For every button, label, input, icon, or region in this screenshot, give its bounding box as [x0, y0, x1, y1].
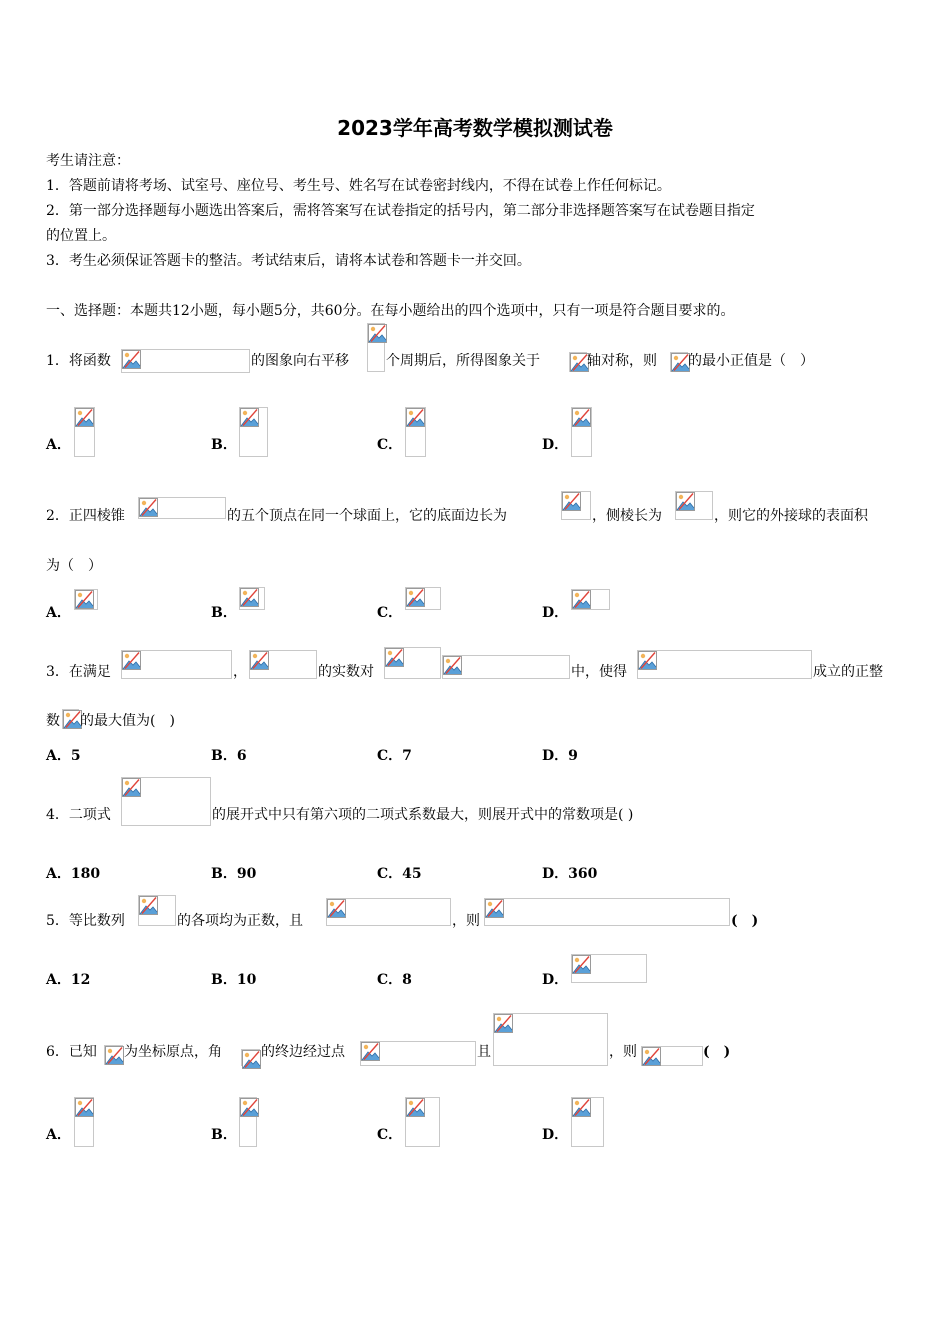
- broken-image-icon: [572, 590, 591, 609]
- question-1-text: 的最小正值是（ ）: [688, 353, 814, 369]
- option-image: [74, 589, 98, 610]
- broken-image-icon: [240, 1098, 259, 1117]
- option-image: [74, 407, 95, 457]
- formula-image: [384, 647, 441, 679]
- formula-image: [138, 497, 226, 519]
- broken-image-icon: [406, 588, 425, 607]
- broken-image-icon: [562, 492, 581, 511]
- notice-item: 2．第一部分选择题每小题选出答案后，需将答案写在试卷指定的括号内，第二部分非选择题答案写在试卷题目指定: [46, 203, 755, 219]
- broken-image-icon: [385, 648, 404, 667]
- section-heading: 一、选择题：本题共12小题，每小题5分，共60分。在每小题给出的四个选项中，只有一项是符合题目要求的。: [46, 303, 735, 319]
- formula-image: [104, 1045, 123, 1065]
- option-label: D．: [542, 1127, 569, 1143]
- question-3-text: 数: [46, 713, 60, 729]
- option-label: C．: [377, 1127, 403, 1143]
- option-image: [571, 589, 610, 610]
- option-b: B．90: [211, 866, 257, 882]
- question-3-text: 的实数对: [318, 664, 374, 680]
- formula-image: [249, 650, 317, 679]
- question-1-text: 的图象向右平移: [251, 353, 349, 369]
- broken-image-icon: [368, 324, 387, 343]
- formula-image: [675, 491, 713, 520]
- broken-image-icon: [572, 1098, 591, 1117]
- notice-heading: 考生请注意：: [46, 153, 130, 169]
- option-a: A．180: [46, 866, 101, 882]
- formula-image: [360, 1041, 476, 1066]
- option-label: A．: [46, 437, 71, 453]
- option-label: D．: [542, 605, 569, 621]
- broken-image-icon: [75, 590, 94, 609]
- option-label: C．: [377, 437, 403, 453]
- formula-image: [367, 323, 385, 372]
- formula-image: [484, 898, 730, 926]
- broken-image-icon: [406, 408, 425, 427]
- broken-image-icon: [240, 408, 259, 427]
- broken-image-icon: [485, 899, 504, 918]
- option-a: A．12: [46, 972, 91, 988]
- option-image: [405, 587, 441, 610]
- option-image: [571, 407, 592, 457]
- broken-image-icon: [361, 1042, 380, 1061]
- notice-item: 的位置上。: [46, 228, 116, 244]
- broken-image-icon: [443, 656, 462, 675]
- question-3-text: 3．在满足: [46, 664, 111, 680]
- broken-image-icon: [139, 498, 158, 517]
- formula-image: [569, 352, 587, 372]
- option-image: [405, 407, 426, 457]
- option-b: B．10: [211, 972, 257, 988]
- broken-image-icon: [75, 1098, 94, 1117]
- notice-item: 3．考生必须保证答题卡的整洁。考试结束后，请将本试卷和答题卡一并交回。: [46, 253, 531, 269]
- question-5-text: 5．等比数列: [46, 913, 125, 929]
- option-image: [405, 1097, 440, 1147]
- option-d: D．9: [542, 748, 578, 764]
- formula-image: [326, 898, 451, 926]
- question-6-text: 且: [477, 1044, 491, 1060]
- question-2-text: ，则它的外接球的表面积: [714, 508, 868, 524]
- question-6-text: 的终边经过点: [261, 1044, 345, 1060]
- question-5-text: ( ): [731, 913, 759, 929]
- question-2-text: ，侧棱长为: [592, 508, 662, 524]
- option-image: [74, 1097, 94, 1147]
- question-2-text: 2．正四棱锥: [46, 508, 125, 524]
- formula-image: [62, 709, 79, 729]
- broken-image-icon: [240, 588, 259, 607]
- option-label: B．: [211, 1127, 237, 1143]
- broken-image-icon: [676, 492, 695, 511]
- question-3-text: ，: [233, 664, 247, 680]
- broken-image-icon: [122, 651, 141, 670]
- broken-image-icon: [642, 1047, 661, 1066]
- formula-image: [641, 1046, 703, 1066]
- broken-image-icon: [75, 408, 94, 427]
- formula-image: [138, 895, 176, 926]
- broken-image-icon: [250, 651, 269, 670]
- question-6-text: 6．已知: [46, 1044, 97, 1060]
- formula-image: [241, 1049, 260, 1066]
- broken-image-icon: [122, 350, 141, 369]
- question-5-text: 的各项均为正数，且: [177, 913, 303, 929]
- formula-image: [670, 352, 688, 372]
- question-3-text: 的最大值为( ): [80, 713, 175, 729]
- option-label: D．: [542, 437, 569, 453]
- broken-image-icon: [572, 955, 591, 974]
- question-1-text: 1．将函数: [46, 353, 111, 369]
- question-3-text: 成立的正整: [813, 664, 883, 680]
- question-1-text: 轴对称，则: [587, 353, 657, 369]
- option-image: [239, 1097, 257, 1147]
- option-c: C．8: [377, 972, 412, 988]
- broken-image-icon: [122, 778, 141, 797]
- formula-image: [121, 777, 211, 826]
- option-d: D．360: [542, 866, 598, 882]
- question-6-text: ，则: [609, 1044, 637, 1060]
- option-a: A．5: [46, 748, 81, 764]
- formula-image: [121, 349, 250, 373]
- question-6-text: 为坐标原点，角: [124, 1044, 222, 1060]
- question-2-text: 的五个顶点在同一个球面上，它的底面边长为: [227, 508, 507, 524]
- question-4-text: 的展开式中只有第六项的二项式系数最大，则展开式中的常数项是( ): [212, 807, 634, 823]
- broken-image-icon: [327, 899, 346, 918]
- broken-image-icon: [494, 1014, 513, 1033]
- option-label: C．: [377, 605, 403, 621]
- question-2-text: 为（ ）: [46, 558, 102, 574]
- question-1-text: 个周期后，所得图象关于: [386, 353, 540, 369]
- broken-image-icon: [638, 651, 657, 670]
- formula-image: [442, 655, 570, 679]
- option-label: A．: [46, 1127, 71, 1143]
- question-3-text: 中，使得: [571, 664, 627, 680]
- notice-item: 1．答题前请将考场、试室号、座位号、考生号、姓名写在试卷密封线内，不得在试卷上作任何标记。: [46, 178, 671, 194]
- formula-image: [561, 491, 591, 520]
- question-6-text: ( ): [703, 1044, 731, 1060]
- option-c: C．7: [377, 748, 412, 764]
- formula-image: [637, 650, 812, 679]
- question-5-text: ，则: [452, 913, 480, 929]
- broken-image-icon: [406, 1098, 425, 1117]
- option-label: B．: [211, 605, 237, 621]
- option-b: B．6: [211, 748, 247, 764]
- option-label: A．: [46, 605, 71, 621]
- broken-image-icon: [242, 1050, 261, 1069]
- question-4-text: 4．二项式: [46, 807, 111, 823]
- option-image: [571, 1097, 604, 1147]
- option-d: D．: [542, 972, 569, 988]
- option-image: [571, 954, 647, 983]
- page-title: 2023学年高考数学模拟测试卷: [337, 116, 613, 140]
- formula-image: [493, 1013, 608, 1066]
- broken-image-icon: [572, 408, 591, 427]
- option-image: [239, 407, 268, 457]
- formula-image: [121, 650, 232, 679]
- option-image: [239, 587, 265, 610]
- option-c: C．45: [377, 866, 422, 882]
- option-label: B．: [211, 437, 237, 453]
- broken-image-icon: [105, 1046, 124, 1065]
- broken-image-icon: [139, 896, 158, 915]
